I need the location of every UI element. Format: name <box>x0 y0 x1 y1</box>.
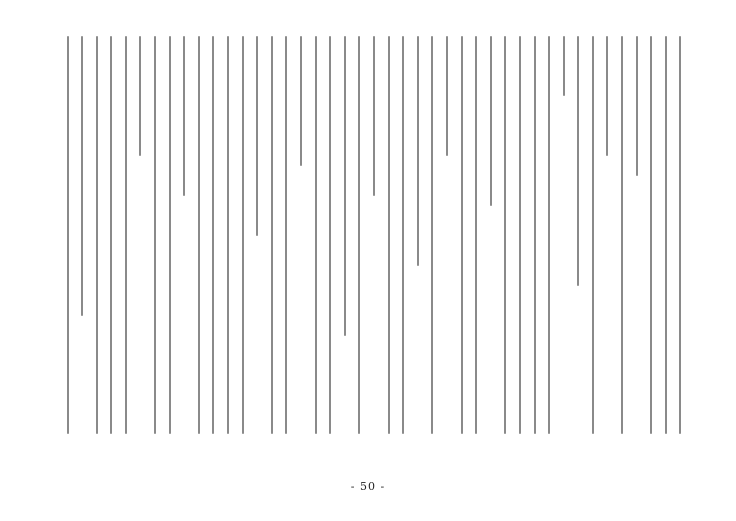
text-column <box>164 36 175 434</box>
text-line <box>67 36 69 434</box>
text-line <box>242 36 244 434</box>
text-column <box>325 36 336 434</box>
text-column <box>281 36 292 434</box>
text-line <box>475 36 477 434</box>
text-line <box>110 36 112 434</box>
text-line <box>592 36 594 434</box>
text-line <box>431 36 433 434</box>
text-column <box>573 36 584 286</box>
text-column <box>354 36 365 434</box>
text-line <box>621 36 623 434</box>
text-column <box>266 36 277 434</box>
text-line <box>198 36 200 434</box>
text-line <box>344 36 346 336</box>
text-column <box>631 36 642 176</box>
text-line <box>285 36 287 434</box>
text-line <box>504 36 506 434</box>
text-line <box>402 36 404 434</box>
text-column <box>558 36 569 96</box>
text-column <box>456 36 467 434</box>
text-column <box>485 36 496 206</box>
text-column <box>208 36 219 434</box>
text-column <box>617 36 628 434</box>
text-column <box>427 36 438 434</box>
text-column <box>106 36 117 434</box>
text-column <box>660 36 671 434</box>
text-column <box>529 36 540 434</box>
text-line <box>154 36 156 434</box>
text-line <box>212 36 214 434</box>
text-line <box>606 36 608 156</box>
text-column <box>412 36 423 266</box>
text-line <box>125 36 127 434</box>
text-column <box>383 36 394 434</box>
text-column <box>62 36 73 434</box>
text-line <box>358 36 360 434</box>
text-column <box>675 36 686 434</box>
text-line <box>96 36 98 434</box>
text-line <box>256 36 258 236</box>
text-column <box>587 36 598 434</box>
text-line <box>183 36 185 196</box>
text-column <box>500 36 511 434</box>
text-line <box>315 36 317 434</box>
text-line <box>81 36 83 316</box>
text-column <box>179 36 190 196</box>
text-column <box>339 36 350 336</box>
text-line <box>679 36 681 434</box>
text-line <box>563 36 565 96</box>
text-line <box>665 36 667 434</box>
text-line <box>417 36 419 266</box>
text-column <box>471 36 482 434</box>
text-column <box>398 36 409 434</box>
text-line <box>577 36 579 286</box>
text-column <box>135 36 146 156</box>
text-line <box>329 36 331 434</box>
text-column <box>514 36 525 434</box>
text-line <box>446 36 448 156</box>
text-line <box>388 36 390 434</box>
text-line <box>636 36 638 176</box>
text-column <box>237 36 248 434</box>
text-line <box>373 36 375 196</box>
text-line <box>548 36 550 434</box>
text-column <box>120 36 131 434</box>
text-line <box>461 36 463 434</box>
text-line <box>227 36 229 434</box>
text-column <box>368 36 379 196</box>
text-column <box>91 36 102 434</box>
text-line <box>169 36 171 434</box>
vertical-text-block <box>62 36 686 434</box>
text-column <box>77 36 88 316</box>
text-column <box>441 36 452 156</box>
text-line <box>519 36 521 434</box>
text-line <box>139 36 141 156</box>
text-column <box>544 36 555 434</box>
text-line <box>490 36 492 206</box>
text-column <box>646 36 657 434</box>
text-column <box>602 36 613 156</box>
text-column <box>223 36 234 434</box>
text-line <box>534 36 536 434</box>
text-column <box>193 36 204 434</box>
text-column <box>296 36 307 166</box>
text-column <box>252 36 263 236</box>
text-line <box>271 36 273 434</box>
text-line <box>300 36 302 166</box>
text-line <box>650 36 652 434</box>
page-number: - 50 - <box>350 480 386 493</box>
text-column <box>310 36 321 434</box>
text-column <box>150 36 161 434</box>
